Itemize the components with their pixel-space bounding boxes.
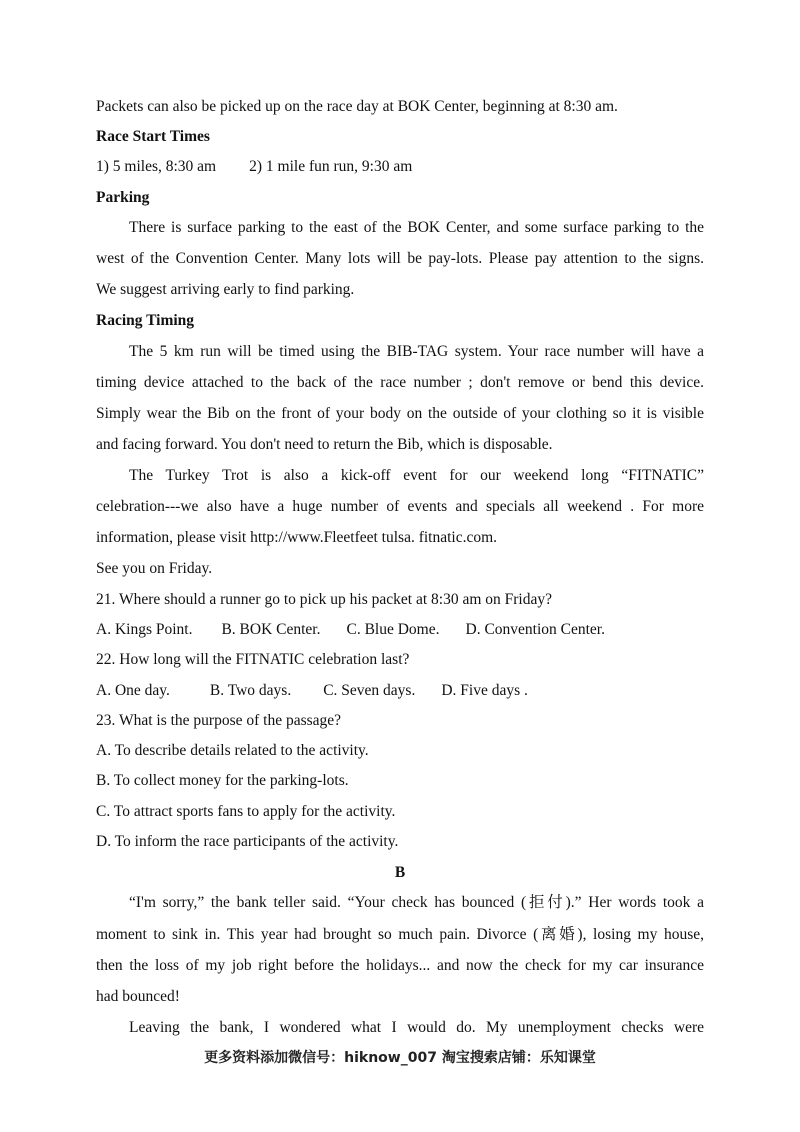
packets-line: Packets can also be picked up on the race day at BOK Center, beginning at 8:30 am. xyxy=(96,98,618,115)
q23-option-c[interactable]: C. To attract sports fans to apply for the activity. xyxy=(96,803,396,820)
q23-option-d[interactable]: D. To inform the race participants of the activity. xyxy=(96,833,399,850)
timing-line-1: The 5 km run will be timed using the BIB-TAG system. Your race number will have a xyxy=(129,343,704,360)
q21-option-b[interactable]: B. BOK Center. xyxy=(221,621,321,638)
b-paragraph-1-line-3: then the loss of my job right before the holidays... and now the check for my car insurance xyxy=(96,957,704,974)
see-you-line: See you on Friday. xyxy=(96,560,213,577)
q22-option-b[interactable]: B. Two days. xyxy=(209,682,292,699)
timing-heading: Racing Timing xyxy=(96,312,195,329)
question-23-stem: 23. What is the purpose of the passage? xyxy=(96,712,342,729)
race-time-5-miles: 1) 5 miles, 8:30 am xyxy=(96,158,217,175)
parking-line-2: west of the Convention Center. Many lots will be pay-lots. Please pay attention to the signs. xyxy=(96,250,704,267)
q22-option-d[interactable]: D. Five days . xyxy=(441,682,528,699)
q21-option-c[interactable]: C. Blue Dome. xyxy=(346,621,440,638)
question-22-stem: 22. How long will the FITNATIC celebration last? xyxy=(96,651,410,668)
question-22-options xyxy=(96,681,528,701)
section-b-heading: B xyxy=(394,864,406,881)
q23-option-a[interactable]: A. To describe details related to the activity. xyxy=(96,742,369,759)
parking-heading: Parking xyxy=(96,189,150,206)
race-time-fun-run: 2) 1 mile fun run, 9:30 am xyxy=(249,158,413,175)
b-paragraph-1-line-1: “I'm sorry,” the bank teller said. “Your check has bounced (拒付).” Her words took a xyxy=(129,894,704,911)
trot-line-1: The Turkey Trot is also a kick-off event for our weekend long “FITNATIC” xyxy=(129,467,704,484)
q23-option-b[interactable]: B. To collect money for the parking-lots. xyxy=(96,772,349,789)
b-paragraph-2-line-1: Leaving the bank, I wondered what I would do. My unemployment checks were xyxy=(129,1019,704,1036)
timing-line-3: Simply wear the Bib on the front of your body on the outside of your clothing so it is visible xyxy=(96,405,704,422)
question-21-stem: 21. Where should a runner go to pick up his packet at 8:30 am on Friday? xyxy=(96,591,552,608)
race-times-line xyxy=(96,157,412,177)
race-start-heading: Race Start Times xyxy=(96,128,210,145)
trot-line-2: celebration---we also have a huge number of events and specials all weekend . For more xyxy=(96,498,704,515)
b-paragraph-1-line-4: had bounced! xyxy=(96,988,180,1005)
timing-line-2: timing device attached to the back of the race number ; don't remove or bend this device. xyxy=(96,374,704,391)
parking-line-1: There is surface parking to the east of the BOK Center, and some surface parking to the xyxy=(129,219,704,236)
question-21-options xyxy=(96,620,605,640)
trot-line-3: information, please visit http://www.Fleetfeet tulsa. fitnatic.com. xyxy=(96,529,498,546)
q21-option-d[interactable]: D. Convention Center. xyxy=(465,621,605,638)
parking-line-3: We suggest arriving early to find parking. xyxy=(96,281,355,298)
q21-option-a[interactable]: A. Kings Point. xyxy=(96,621,193,638)
timing-line-4: and facing forward. You don't need to return the Bib, which is disposable. xyxy=(96,436,553,453)
b-paragraph-1-line-2: moment to sink in. This year had brought so much pain. Divorce (离婚), losing my house, xyxy=(96,926,704,943)
footer-watermark: 更多资料添加微信号：hiknow_007 淘宝搜索店铺：乐知课堂 xyxy=(204,1050,596,1066)
q22-option-a[interactable]: A. One day. xyxy=(96,682,170,699)
q22-option-c[interactable]: C. Seven days. xyxy=(323,682,416,699)
